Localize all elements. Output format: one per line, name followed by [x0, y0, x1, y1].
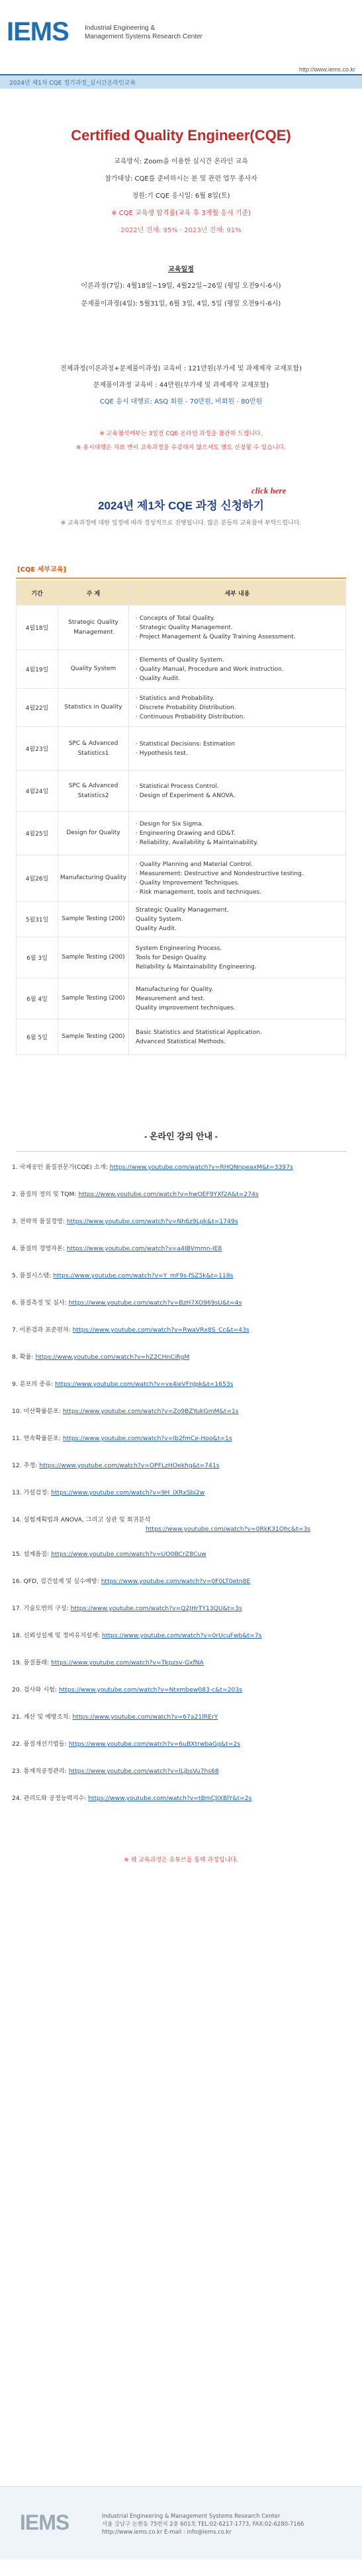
row-date: 6월 4일: [17, 978, 58, 1019]
row-details: [129, 902, 346, 937]
row-topic: Manufacturing Quality: [58, 855, 129, 902]
youtube-link[interactable]: https://www.youtube.com/watch?v=Tkpzsv-GxfNA: [51, 1659, 204, 1666]
youtube-link[interactable]: https://www.youtube.com/watch?v=6uBXtrwbaGg&t=2s: [68, 1740, 240, 1748]
header-details: 세부 내용: [129, 581, 346, 605]
lecture-link-item: [12, 1768, 362, 1795]
lecture-label: 20. 검사와 시험:: [12, 1686, 57, 1694]
footer-line-1: Industrial Engineering & Management Systems Research Center: [102, 2512, 281, 2519]
detail-line: · Project Management & Quality Training Assessment.: [136, 633, 296, 640]
course-info: [0, 153, 362, 239]
detail-line: System Engineering Process.: [136, 945, 222, 952]
curriculum-row: [17, 978, 346, 1019]
detail-line: Quality Audit.: [136, 925, 177, 932]
lecture-label: 24. 관리도와 공정능력지수:: [12, 1795, 87, 1802]
detail-line: · Concepts of Total Quality.: [136, 615, 215, 622]
warning-2: ※ 용시대행은 자료 변이 교육과정을 수강하지 않으셔도 별도 신청할 수 있습니다.: [75, 445, 287, 451]
row-details: [129, 605, 346, 650]
curriculum-row: [17, 771, 346, 812]
lecture-link-item: [12, 1489, 362, 1516]
lecture-link-item: [12, 1740, 362, 1768]
lecture-label: 22. 품질개선기법들:: [12, 1740, 67, 1748]
row-details: [129, 937, 346, 978]
detail-line: · Quality Planning and Material Control.: [136, 861, 253, 868]
lecture-link-item: [12, 1516, 362, 1551]
row-details: [129, 771, 346, 812]
lecture-label: 5. 품질시스템:: [12, 1272, 52, 1279]
row-topic: Strategic Quality Management: [58, 605, 129, 650]
header-topic: 주 제: [58, 581, 129, 605]
click-here-link[interactable]: click here: [251, 486, 287, 495]
detail-line: · Discrete Probability Distribution.: [136, 704, 236, 711]
footer-logo: IEMS: [20, 2511, 69, 2534]
row-details: [129, 1019, 346, 1055]
curriculum-row: [17, 902, 346, 937]
row-date: 6월 5일: [17, 1019, 58, 1055]
detail-line: · Engineering Drawing and GD&T.: [136, 830, 236, 837]
header: [0, 0, 362, 74]
lecture-label: 15. 설계품질:: [12, 1551, 50, 1558]
curriculum-row: [17, 855, 346, 902]
lecture-link-item: [12, 1299, 362, 1326]
curriculum-table: [16, 580, 346, 1055]
lecture-label: 9. 분포의 종류:: [12, 1381, 54, 1388]
title-bar-text: 2024년 제1차 CQE 정기과정_실시간온라인교육: [9, 80, 136, 87]
site-url-link[interactable]: http://www.iems.co.kr: [298, 66, 355, 73]
youtube-link[interactable]: https://www.youtube.com/watch?v=Q2JHrTY13QU&t=3s: [70, 1605, 242, 1612]
apply-subtext: ※ 교육과정에 대한 일정에 따라 정상적으로 진행됩니다. 많은 분들의 교육참여 부탁드립니다.: [60, 520, 302, 527]
youtube-link[interactable]: https://www.youtube.com/watch?v=vx4ieVFnJpk&t=1653s: [55, 1381, 234, 1388]
pass-rate-stats: 2022년 전체: 95% · 2023년 전체: 91%: [120, 227, 242, 234]
lecture-label: 3. 전략적 품질경영:: [12, 1218, 65, 1225]
footer-address: [102, 2512, 304, 2536]
lecture-label: 1. 국제공인 품질전문가(CQE) 소개:: [12, 1164, 108, 1171]
row-topic: SPC & Advanced Statistics1: [58, 727, 129, 771]
detail-line: · Hypothesis test.: [136, 750, 188, 757]
footer-line-2: 서울 강남구 논현동 75번지 2층 601호 TEL:02-6217-1773, FAX:02-6280-7166: [102, 2520, 304, 2527]
lecture-label: 11. 연속확률분포:: [12, 1435, 61, 1442]
fee-exam-agency: CQE 응시 대행료: ASQ 회원 - 70만원, 비회원 - 80만원: [99, 398, 263, 406]
title-bar: [0, 74, 362, 89]
lecture-link-item: [12, 1272, 362, 1299]
row-topic: Sample Testing (200): [58, 902, 129, 937]
youtube-link[interactable]: https://www.youtube.com/watch?v=UO0BCrZ8Cuw: [51, 1551, 206, 1558]
lecture-link-item: [12, 1245, 362, 1272]
lecture-label: 13. 가설검정:: [12, 1489, 50, 1496]
lecture-link-item: [12, 1435, 362, 1462]
detail-line: · Design of Experiment & ANOVA.: [136, 792, 236, 799]
lecture-link-item: [12, 1462, 362, 1489]
row-details: [129, 650, 346, 689]
lecture-link-item: [12, 1659, 362, 1686]
header-period: 기간: [17, 581, 58, 605]
curriculum-row: [17, 650, 346, 689]
detail-line: · Continuous Probability Distribution.: [136, 713, 246, 720]
org-line-1: Industrial Engineering &: [85, 24, 156, 32]
row-date: 4월22일: [17, 689, 58, 727]
youtube-link[interactable]: https://www.youtube.com/watch?v=9H_iXRxSbi2w: [51, 1489, 205, 1496]
lecture-label: 16. QFD, 검건설계 및 실수예방:: [12, 1578, 99, 1585]
footer-line-3: http://www.iems.co.kr E-mail : info@iems.co.kr: [102, 2528, 232, 2535]
row-topic: SPC & Advanced Statistics2: [58, 771, 129, 812]
lecture-link-item: [12, 1408, 362, 1435]
lecture-label: 18. 신뢰성설계 및 정비유지설계:: [12, 1632, 100, 1639]
lecture-label: 10. 이산확률분포:: [12, 1408, 61, 1415]
row-date: 4월26일: [17, 855, 58, 902]
course-title: Certified Quality Engineer(CQE): [71, 127, 291, 144]
youtube-link[interactable]: https://www.youtube.com/watch?v=hZ2CHnCiRgM: [35, 1353, 190, 1361]
youtube-link[interactable]: https://www.youtube.com/watch?v=a4IBVmmn-IE8: [66, 1245, 222, 1252]
lecture-link-item: [12, 1191, 362, 1218]
detail-line: · Statistics and Probability.: [136, 695, 214, 702]
youtube-link[interactable]: https://www.youtube.com/watch?v=Zo9BZYukGmM&t=1s: [62, 1408, 239, 1415]
detail-line: Reliability & Maintainability Engineering.: [136, 963, 257, 970]
online-lectures-title: - 온라인 강의 안내 -: [144, 1131, 218, 1141]
detail-line: · Measurement: Destructive and Nondestructive testing.: [136, 870, 304, 877]
lecture-label: 21. 계산 및 예방조치:: [12, 1713, 71, 1721]
lecture-label: 6. 품질측정 및 심사:: [12, 1299, 67, 1307]
youtube-link[interactable]: https://www.youtube.com/watch?v=Y_mF9s-fSZ5k&t=118s: [53, 1272, 234, 1279]
row-date: 6월 3일: [17, 937, 58, 978]
detail-line: · Risk management, tools and techniques.: [136, 888, 262, 896]
row-details: [129, 978, 346, 1019]
youtube-link[interactable]: https://www.youtube.com/watch?v=67a21lRErY: [72, 1713, 218, 1721]
detail-line: · Strategic Quality Management.: [136, 624, 233, 631]
lecture-label: 7. 이론검과 표준편차:: [12, 1326, 71, 1334]
schedule-practice: 문제풀이과정(4일): 5월31일, 6월 3일, 4일, 5일 (평일 오전9시-6시): [81, 300, 281, 308]
lecture-link-item: [12, 1551, 362, 1578]
lecture-link-item: [12, 1164, 362, 1191]
row-date: 5월31일: [17, 902, 58, 937]
row-date: 4월18일: [17, 605, 58, 650]
info-line-target: 참가대상: CQE를 준비하시는 분 및 관련 업무 종사자: [105, 175, 257, 183]
youtube-link[interactable]: https://www.youtube.com/watch?v=RwaVRx8S_Cc&t=43s: [72, 1326, 249, 1334]
org-line-2: Management Systems Research Center: [85, 33, 203, 40]
row-topic: Sample Testing (200): [58, 937, 129, 978]
lecture-label: 19. 품질플래:: [12, 1659, 50, 1666]
warnings: [0, 427, 362, 455]
row-details: [129, 855, 346, 902]
lecture-link-item: [12, 1326, 362, 1353]
lecture-label: 4. 품질의 경영자론:: [12, 1245, 65, 1252]
pass-rate-label: ※ CQE 교육생 합격률(교육 후 3개월 응시 기준): [111, 210, 251, 217]
row-topic: Design for Quality: [58, 812, 129, 855]
fee-notes: [0, 361, 362, 410]
lecture-link-list: [0, 1164, 362, 1822]
lecture-label: 12. 추정:: [12, 1462, 38, 1469]
lecture-link-item: [12, 1632, 362, 1659]
detail-line: · Quality Manual, Procedure and Work Instruction.: [136, 665, 284, 673]
curriculum-row: [17, 812, 346, 855]
iems-logo[interactable]: IEMS: [7, 17, 69, 46]
youtube-link[interactable]: https://www.youtube.com/watch?v=0RkK31Ohc&t=3s: [146, 1525, 311, 1533]
row-date: 4월24일: [17, 771, 58, 812]
detail-line: · Statistical Process Control.: [136, 783, 219, 790]
curriculum-row: [17, 605, 346, 650]
detail-line: Basic Statistics and Statistical Application.: [136, 1029, 262, 1036]
lecture-link-item: [12, 1578, 362, 1605]
lecture-label: 8. 확률:: [12, 1353, 34, 1361]
lecture-link-item: [12, 1218, 362, 1245]
bottom-note: ※ 위 교육과정은 유튜브를 통해 과정입니다.: [124, 1857, 238, 1864]
row-date: 4월23일: [17, 727, 58, 771]
apply-link[interactable]: 2024년 제1차 CQE 과정 신청하기: [98, 499, 264, 512]
info-line-method: 교육방식: Zoom을 이용한 실시간 온라인 교육: [114, 158, 248, 165]
online-divider: [16, 1151, 346, 1152]
row-topic: Statistics in Quality: [58, 689, 129, 727]
detail-line: Manufacturing for Quality.: [136, 986, 214, 993]
lecture-link-item: [12, 1795, 362, 1822]
youtube-link[interactable]: https://www.youtube.com/watch?v=OPFLzHOekhg&t=741s: [39, 1462, 220, 1469]
detail-line: · Statistical Decisions: Estimation: [136, 740, 235, 748]
info-line-exam-date: 정원:기 CQE 응시일: 6월 8일(토): [132, 193, 230, 200]
row-details: [129, 689, 346, 727]
lecture-label: 2. 품질의 정의 및 TQM:: [12, 1191, 77, 1198]
row-topic: Sample Testing (200): [58, 978, 129, 1019]
apply-section: [0, 486, 362, 513]
detail-line: · Reliability, Availability & Maintainability.: [136, 839, 259, 846]
youtube-link[interactable]: https://www.youtube.com/watch?v=lLjbsVu7hs68: [68, 1768, 219, 1775]
fee-full: 전체과정(이론과정+문제풀이과정) 교육비 : 121만원(부가세 및 과제제작 교재포함): [60, 365, 302, 372]
detail-line: Quality System.: [136, 916, 183, 923]
row-topic: Quality System: [58, 650, 129, 689]
schedule-theory: 이론과정(7일): 4월18일~19일, 4월22일~26일 (평일 오전9시-6시): [81, 282, 281, 290]
youtube-link[interactable]: https://www.youtube.com/watch?v=Nh6z9Lpk&t=1749s: [66, 1218, 238, 1225]
youtube-link[interactable]: https://www.youtube.com/watch?v=tBmCJIXBlY&t=2s: [88, 1795, 252, 1802]
youtube-link[interactable]: https://www.youtube.com/watch?v=Ib2fmCe-Hoo&t=1s: [62, 1435, 232, 1442]
curriculum-divider: [16, 578, 346, 579]
curriculum-label: [CQE 세부교육]: [17, 566, 66, 574]
lecture-link-item: [12, 1353, 362, 1381]
row-details: [129, 727, 346, 771]
warning-1: ※ 교육참석여부는 3일전 CQE 온라인 과정을 참관하 드립니다.: [99, 431, 263, 437]
lecture-link-item: [12, 1381, 362, 1408]
curriculum-row: [17, 1019, 346, 1055]
lecture-link-item: [12, 1713, 362, 1740]
curriculum-row: [17, 727, 346, 771]
lecture-label: 14. 실험계획법과 ANOVA, 그리고 상관 및 회귀분석: [12, 1516, 151, 1524]
curriculum-header-row: [17, 581, 346, 605]
detail-line: Advanced Statistical Methods.: [136, 1038, 226, 1045]
curriculum-row: [17, 937, 346, 978]
lecture-label: 23. 통계적공정관리:: [12, 1768, 67, 1775]
youtube-link[interactable]: https://www.youtube.com/watch?v=hwOEF9YXf2A&t=274s: [78, 1191, 259, 1198]
youtube-link[interactable]: https://www.youtube.com/watch?v=BzH7XO969sU&t=4s: [68, 1299, 242, 1307]
youtube-link[interactable]: https://www.youtube.com/watch?v=0F0LT0etn8E: [101, 1578, 251, 1585]
detail-line: Tools for Design Quality.: [136, 954, 207, 961]
schedule: [0, 277, 362, 313]
fee-practice: 문제풀이과정 교육비 : 44만원(부가세 및 과제제작 교재포함): [93, 382, 269, 389]
row-date: 4월25일: [17, 812, 58, 855]
detail-line: · Quality Improvement Techniques.: [136, 879, 240, 886]
youtube-link[interactable]: https://www.youtube.com/watch?v=RHQNnpeaxM&t=3397s: [109, 1164, 293, 1171]
youtube-link[interactable]: https://www.youtube.com/watch?v=Ntxmbew083-c&t=203s: [58, 1686, 243, 1694]
detail-line: Measurement and test.: [136, 995, 205, 1002]
schedule-title: 교육일정: [168, 266, 194, 273]
lecture-link-item: [12, 1605, 362, 1632]
detail-line: Strategic Quality Management.: [136, 906, 229, 914]
lecture-label: 17. 기술도면의 구성:: [12, 1605, 69, 1612]
youtube-link[interactable]: https://www.youtube.com/watch?v=0rUcuFwb&t=7s: [101, 1632, 262, 1639]
detail-line: · Elements of Quality System.: [136, 656, 224, 664]
row-details: [129, 812, 346, 855]
org-name: [85, 24, 203, 41]
curriculum-row: [17, 689, 346, 727]
lecture-link-item: [12, 1686, 362, 1713]
detail-line: · Quality Audit.: [136, 675, 181, 682]
detail-line: Quality improvement techniques.: [136, 1004, 236, 1011]
row-date: 4월19일: [17, 650, 58, 689]
row-topic: Sample Testing (200): [58, 1019, 129, 1055]
footer: [0, 2486, 362, 2559]
detail-line: · Design for Six Sigma.: [136, 820, 204, 828]
